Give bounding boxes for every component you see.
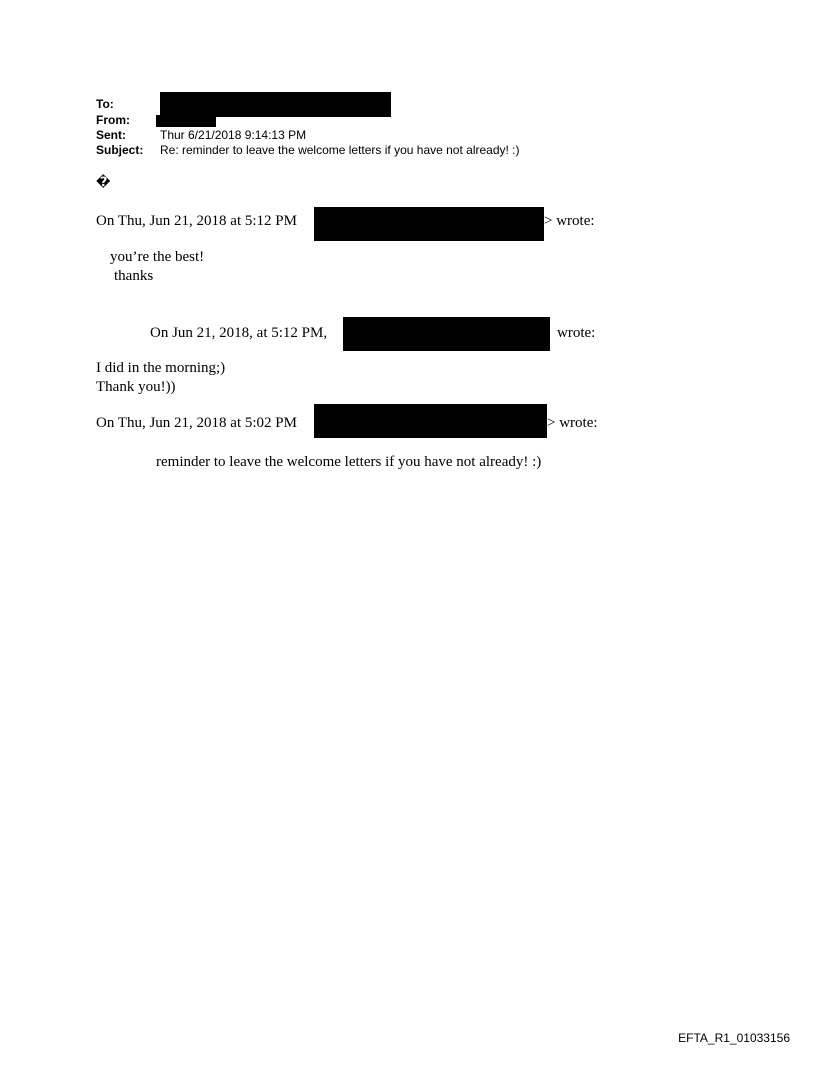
from-label: From: <box>96 113 130 127</box>
reply1-line1: you’re the best! <box>110 249 205 265</box>
redaction-quote3-sender <box>314 404 547 438</box>
redaction-quote2-sender <box>343 317 550 351</box>
quote2-wrote: wrote: <box>557 325 596 341</box>
quote2-attribution: On Jun 21, 2018, at 5:12 PM, <box>150 325 328 341</box>
reply1-line2: thanks <box>114 268 154 284</box>
redaction-quote1-sender <box>314 207 544 241</box>
quote1-attribution: On Thu, Jun 21, 2018 at 5:12 PM <box>96 213 297 229</box>
reply2-line2: Thank you!)) <box>96 379 176 395</box>
original-message: reminder to leave the welcome letters if you have not already! :) <box>156 454 542 470</box>
document-id: EFTA_R1_01033156 <box>678 1031 790 1045</box>
subject-value: Re: reminder to leave the welcome letters if you have not already! :) <box>160 143 520 157</box>
redaction-to <box>160 92 391 117</box>
sent-value: Thur 6/21/2018 9:14:13 PM <box>160 128 307 142</box>
sent-label: Sent: <box>96 128 126 142</box>
to-label: To: <box>96 97 114 111</box>
quote3-attribution: On Thu, Jun 21, 2018 at 5:02 PM <box>96 415 297 431</box>
subject-label: Subject: <box>96 143 144 157</box>
quote3-wrote: > wrote: <box>547 415 598 431</box>
redaction-from <box>156 115 216 127</box>
replacement-glyph: � <box>96 175 111 190</box>
reply2-line1: I did in the morning;) <box>96 360 226 376</box>
quote1-wrote: > wrote: <box>544 213 595 229</box>
